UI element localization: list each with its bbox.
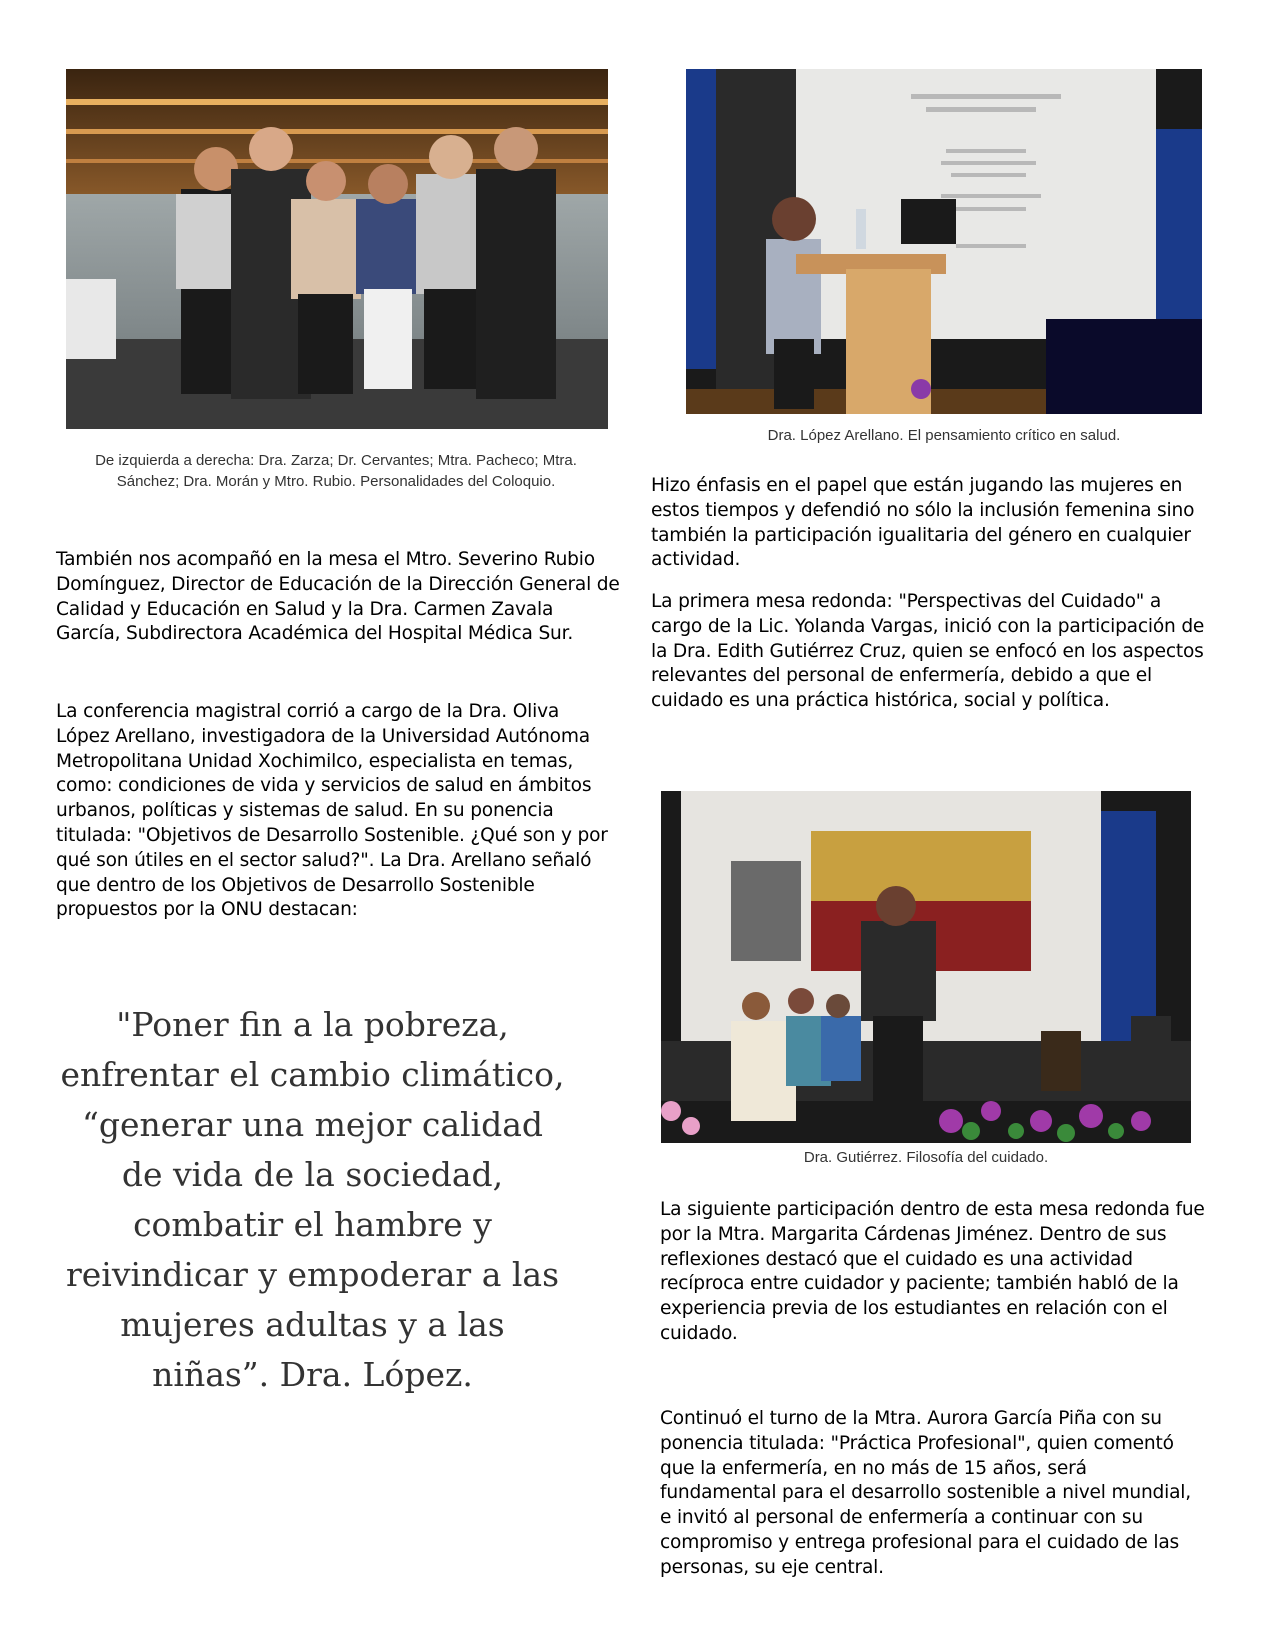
paragraph-aurora-garcia: Continuó el turno de la Mtra. Aurora García Piña con su ponencia titulada: "Práctica Profesional", quien comentó que la enfermería, en no más de 15 años, será fundamental para el desarrollo sostenible a nivel mundial, e invitó al personal de enfermería a continuar con su compromiso y entrega profesional para el cuidado de las personas, su eje central.: [660, 1408, 1191, 1578]
quote-lopez: "Poner fin a la pobreza, enfrentar el cambio climático, “generar una mejor calidad de vida de la sociedad, combatir el hambre y reivindicar y empoderar a las mujeres adultas y a las niñas”. Dra. López.: [60, 1005, 565, 1394]
gutierrez-photo-caption: Dra. Gutiérrez. Filosofía del cuidado.: [803, 1149, 1049, 1166]
group-photo: [66, 69, 608, 429]
paragraph-severino-rubio: También nos acompañó en la mesa el Mtro. Severino Rubio Domínguez, Director de Educación de la Dirección General de Calidad y Educación en Salud y la Dra. Carmen Zavala García, Subdirectora Académica del Hospital Médica Sur.: [56, 549, 620, 645]
paragraph-margarita-cardenas: La siguiente participación dentro de esta mesa redonda fue por la Mtra. Margarita Cárdenas Jiménez. Dentro de sus reflexiones destacó que el cuidado es una actividad recíproca entre cuidador y paciente; también habló de la experiencia previa de los estudiantes en relación con el cuidado.: [660, 1199, 1205, 1344]
gutierrez-photo: [661, 791, 1191, 1143]
group-photo-caption: De izquierda a derecha: Dra. Zarza; Dr. Cervantes; Mtra. Pacheco; Mtra. Sánchez; Dra. Morán y Mtro. Rubio. Personalidades del Coloquio.: [95, 452, 577, 490]
paragraph-primera-mesa: La primera mesa redonda: "Perspectivas del Cuidado" a cargo de la Lic. Yolanda Vargas, inició con la participación de la Dra. Edith Gutiérrez Cruz, quien se enfocó en los aspectos relevantes del personal de enfermería, debido a que el cuidado es una práctica histórica, social y política.: [651, 591, 1205, 712]
paragraph-conferencia-magistral: La conferencia magistral corrió a cargo de la Dra. Oliva López Arellano, investigadora de la Universidad Autónoma Metropolitana Unidad Xochimilco, especialista en temas, como: condiciones de vida y servicios de salud en ámbitos urbanos, políticas y sistemas de salud. En su ponencia titulada: "Objetivos de Desarrollo Sostenible. ¿Qué son y por qué son útiles en el sector salud?". La Dra. Arellano señaló que dentro de los Objetivos de Desarrollo Sostenible propuestos por la ONU destacan:: [56, 701, 608, 921]
paragraph-enfasis: Hizo énfasis en el papel que están jugando las mujeres en estos tiempos y defendió no sólo la inclusión femenina sino también la participación igualitaria del género en cualquier actividad.: [651, 475, 1195, 571]
lopez-photo: [686, 69, 1202, 414]
lopez-photo-caption: Dra. López Arellano. El pensamiento crítico en salud.: [767, 427, 1121, 444]
